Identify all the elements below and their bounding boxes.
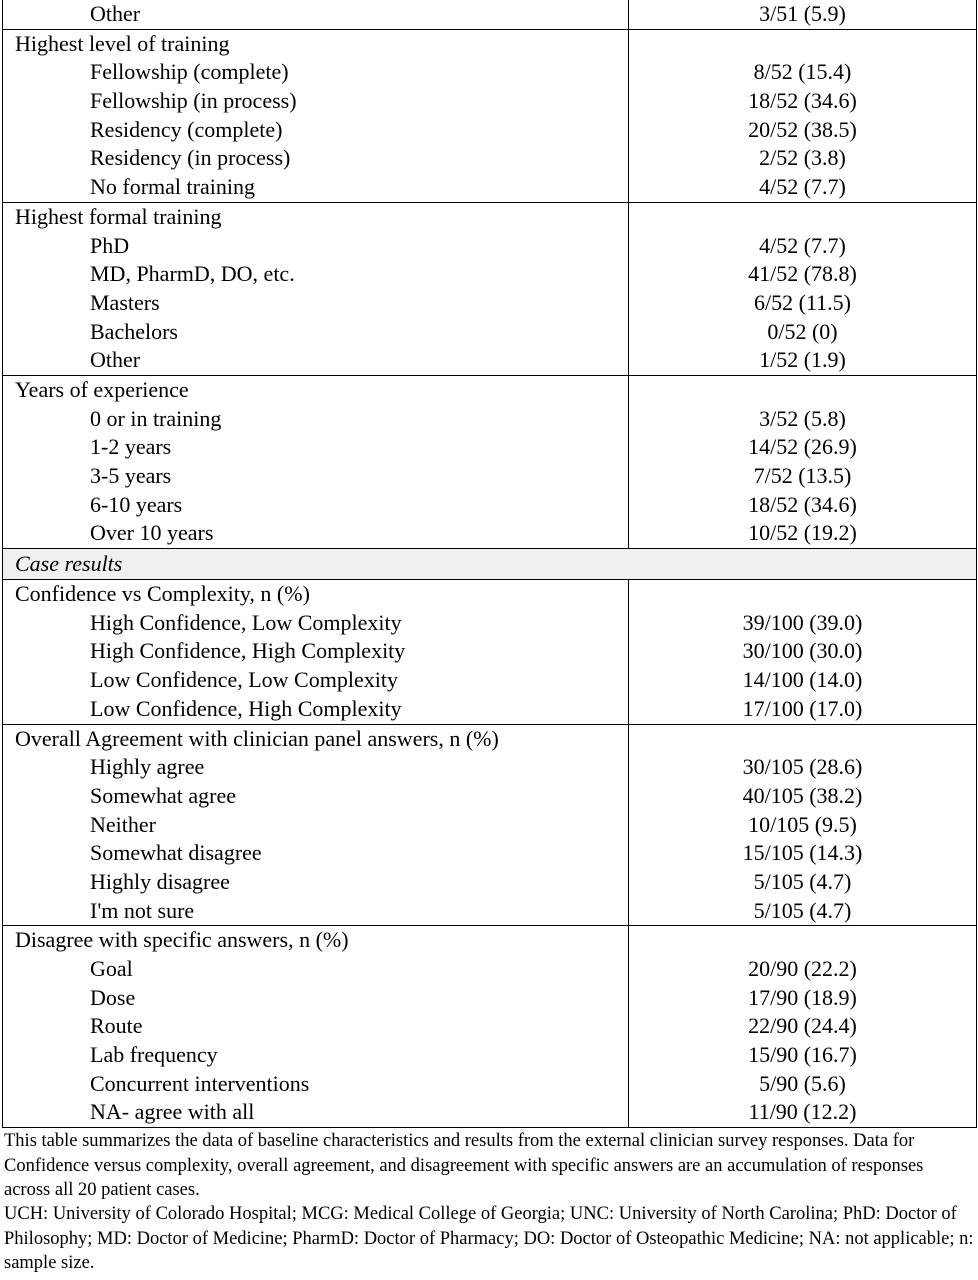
- group-heading: Highest level of training: [15, 30, 230, 56]
- item-label: Highly disagree: [90, 868, 230, 894]
- item-value: 18/52 (34.6): [748, 88, 857, 114]
- item-value: 22/90 (24.4): [748, 1013, 857, 1039]
- label-cell: [3, 724, 629, 926]
- item-value: 18/52 (34.6): [748, 491, 857, 517]
- label-cell: [3, 0, 629, 29]
- value-spacer: [629, 725, 976, 754]
- item-value: 20/90 (22.2): [748, 956, 857, 981]
- value-spacer: [629, 30, 976, 59]
- footnote-summary: This table summarizes the data of baseline characteristics and results from the external clinician survey responses. Data for Confidence versus complexity, overall agreement, and disagreement with specific answers are an accumulation of responses across all 20 patient cases.: [4, 1131, 924, 1200]
- value-cell: [629, 724, 977, 926]
- item-label: Concurrent interventions: [90, 1070, 310, 1096]
- label-cell: [3, 375, 629, 548]
- value-spacer: [629, 376, 976, 405]
- value-cell: [629, 375, 977, 548]
- group-heading: Years of experience: [15, 376, 189, 402]
- item-value: 10/52 (19.2): [748, 520, 857, 546]
- item-value: 10/105 (9.5): [748, 811, 857, 837]
- item-value: 6/52 (11.5): [754, 289, 851, 315]
- item-label: PhD: [90, 232, 130, 258]
- item-label: Route: [90, 1013, 143, 1039]
- label-cell: [3, 580, 629, 724]
- table-group: [3, 580, 977, 724]
- item-value: 4/52 (7.7): [759, 174, 846, 200]
- item-label: 3-5 years: [90, 463, 172, 488]
- section-title: Case results: [3, 549, 977, 580]
- item-value: 7/52 (13.5): [753, 463, 852, 488]
- section-header-row: [3, 549, 977, 580]
- value-cell: [629, 29, 977, 202]
- item-value: 11/90 (12.2): [748, 1099, 857, 1125]
- item-label: Masters: [90, 289, 160, 315]
- item-label: Low Confidence, High Complexity: [90, 695, 402, 721]
- item-value: 0/52 (0): [767, 318, 838, 344]
- item-label: Residency (in process): [90, 145, 291, 171]
- group-heading: Confidence vs Complexity, n (%): [15, 581, 310, 607]
- table-row: [3, 926, 977, 1128]
- item-value: 15/90 (16.7): [748, 1042, 857, 1068]
- item-label: I'm not sure: [90, 897, 195, 923]
- group-heading: Overall Agreement with clinician panel answers, n (%): [15, 725, 499, 751]
- item-value: 8/52 (15.4): [753, 59, 852, 85]
- item-value: 15/105 (14.3): [742, 840, 863, 866]
- item-label: Low Confidence, Low Complexity: [90, 667, 398, 693]
- item-label: Over 10 years: [90, 520, 214, 546]
- item-value: 20/52 (38.5): [748, 116, 857, 142]
- group-heading: Highest formal training: [15, 203, 222, 229]
- item-value: 2/52 (3.8): [759, 145, 846, 171]
- item-value: 17/90 (18.9): [748, 984, 857, 1010]
- value-spacer: [629, 203, 976, 232]
- item-label: Neither: [90, 811, 156, 837]
- footnote-abbreviations: UCH: University of Colorado Hospital; MCG: Medical College of Georgia; UNC: University of North Carolina; PhD: Doctor of Philosophy; MD: Doctor of Medicine; PharmD: Doctor of Pharmacy; DO: Doctor of Osteopathic Medicine; NA: not applicable; n: sample size.: [4, 1204, 974, 1274]
- item-label: MD, PharmD, DO, etc.: [90, 261, 295, 287]
- value-spacer: [629, 926, 976, 955]
- item-label: 6-10 years: [90, 491, 183, 517]
- value-cell: [629, 0, 977, 29]
- group-heading: Disagree with specific answers, n (%): [15, 927, 349, 953]
- table-group: [3, 724, 977, 926]
- value-cell: [629, 580, 977, 724]
- item-label: Somewhat agree: [90, 782, 236, 808]
- item-value: 5/105 (4.7): [753, 868, 852, 894]
- item-value: 4/52 (7.7): [759, 232, 846, 258]
- item-label: Dose: [90, 984, 136, 1010]
- item-value: 40/105 (38.2): [742, 782, 863, 808]
- item-label: Other: [90, 1, 141, 26]
- table-group: [3, 926, 977, 1128]
- table-group: [3, 375, 977, 548]
- item-label: Fellowship (complete): [90, 59, 289, 85]
- item-value: 5/90 (5.6): [759, 1070, 846, 1096]
- item-label: 0 or in training: [90, 405, 222, 431]
- item-label: Fellowship (in process): [90, 88, 297, 114]
- item-value: 41/52 (78.8): [748, 261, 857, 287]
- table-row: [3, 375, 977, 548]
- item-label: Residency (complete): [90, 116, 283, 142]
- value-cell: [629, 926, 977, 1128]
- table-footnote: [0, 1128, 974, 1275]
- table-row: [3, 0, 977, 29]
- table-group: [3, 0, 977, 29]
- table-row: [3, 724, 977, 926]
- label-cell: [3, 926, 629, 1128]
- value-cell: [629, 202, 977, 375]
- label-cell: [3, 29, 629, 202]
- item-label: NA- agree with all: [90, 1099, 255, 1125]
- item-value: 30/105 (28.6): [742, 754, 863, 780]
- table-group: [3, 29, 977, 202]
- item-label: Highly agree: [90, 754, 205, 780]
- table-row: [3, 202, 977, 375]
- item-label: 1-2 years: [90, 434, 172, 460]
- table-group: [3, 202, 977, 375]
- item-value: 3/51 (5.9): [759, 1, 846, 26]
- label-cell: [3, 202, 629, 375]
- table-row: [3, 29, 977, 202]
- item-value: 1/52 (1.9): [759, 347, 846, 373]
- item-label: Bachelors: [90, 318, 178, 344]
- results-table: [2, 0, 977, 1128]
- item-value: 3/52 (5.8): [759, 405, 846, 431]
- item-label: No formal training: [90, 174, 255, 200]
- value-spacer: [629, 580, 976, 609]
- item-label: Lab frequency: [90, 1042, 218, 1068]
- item-label: Other: [90, 347, 141, 373]
- item-label: High Confidence, High Complexity: [90, 638, 406, 664]
- table-row: [3, 580, 977, 724]
- item-label: High Confidence, Low Complexity: [90, 609, 402, 635]
- item-label: Goal: [90, 956, 133, 981]
- item-value: 5/105 (4.7): [753, 897, 852, 923]
- item-value: 17/100 (17.0): [742, 695, 863, 721]
- item-label: Somewhat disagree: [90, 840, 262, 866]
- item-value: 14/52 (26.9): [748, 434, 857, 460]
- item-value: 30/100 (30.0): [742, 638, 863, 664]
- item-value: 14/100 (14.0): [742, 667, 863, 693]
- item-value: 39/100 (39.0): [742, 609, 863, 635]
